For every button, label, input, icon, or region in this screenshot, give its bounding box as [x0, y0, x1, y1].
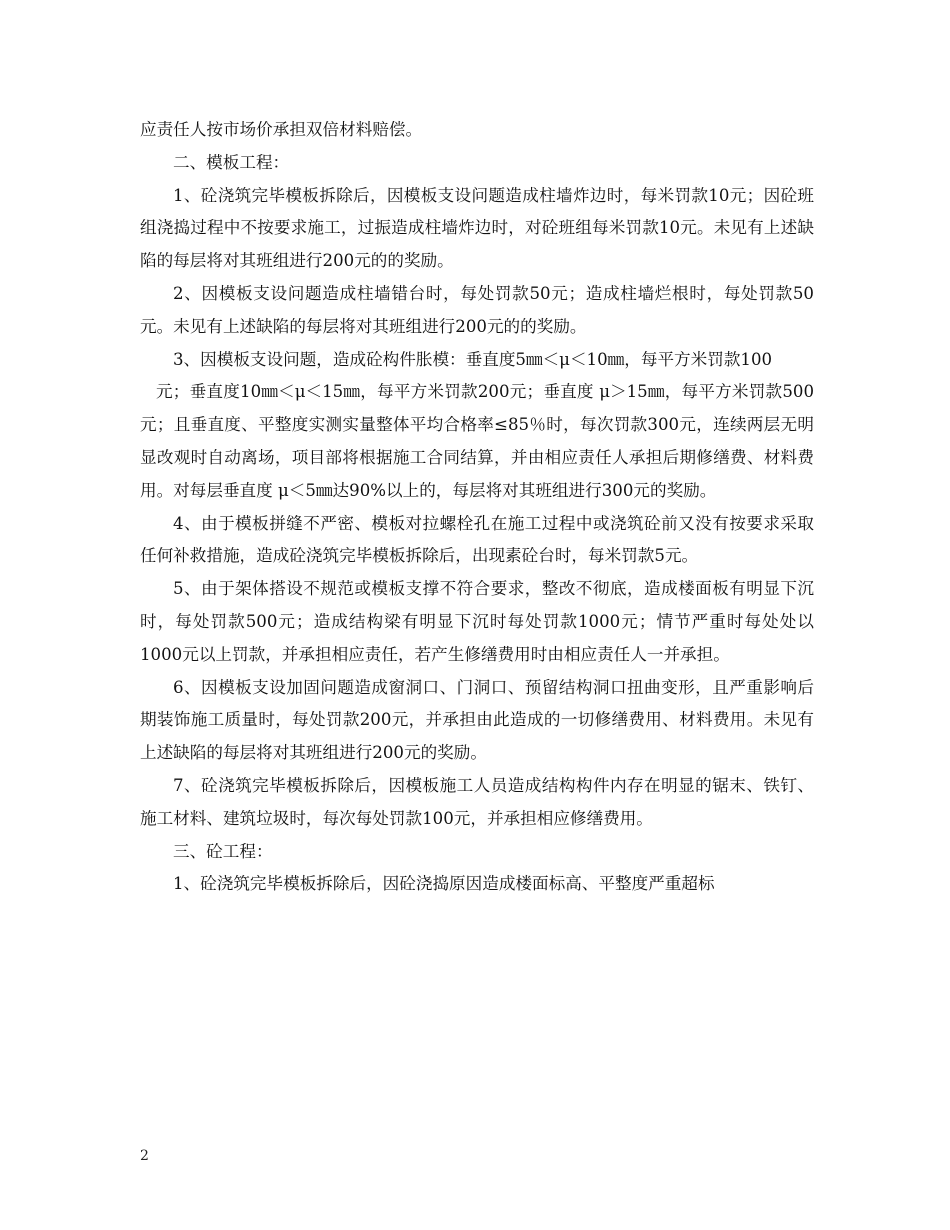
section-heading-concrete: 三、砼工程： — [173, 841, 273, 861]
paragraph-item-6: 6、因模板支设加固问题造成窗洞口、门洞口、预留结构洞口扭曲变形，且严重影响后期装饰施工质量时，每处罚款200元，并承担由此造成的一切修缮费用、材料费用。未见有上述缺陷的每层将对其班组进行200元的奖励。 — [140, 677, 814, 763]
paragraph-item-3: 3、因模板支设问题，造成砼构件胀模：垂直度5㎜＜μ＜10㎜，每平方米罚款100 — [173, 349, 773, 369]
document-body — [140, 114, 814, 901]
paragraph-item-1: 1、砼浇筑完毕模板拆除后，因模板支设问题造成柱墙炸边时，每米罚款10元；因砼班组浇捣过程中不按要求施工，过振造成柱墙炸边时，对砼班组每米罚款10元。未见有上述缺陷的每层将对其班组进行200元的的奖励。 — [140, 185, 814, 271]
section-heading-formwork: 二、模板工程： — [173, 152, 290, 172]
paragraph-concrete-item-1: 1、砼浇筑完毕模板拆除后，因砼浇捣原因造成楼面标高、平整度严重超标 — [173, 874, 715, 894]
paragraph-item-2: 2、因模板支设问题造成柱墙错台时，每处罚款50元；造成柱墙烂根时，每处罚款50元。未见有上述缺陷的每层将对其班组进行200元的的奖励。 — [140, 283, 814, 336]
paragraph-item-4: 4、由于模板拼缝不严密、模板对拉螺栓孔在施工过程中或浇筑砼前又没有按要求采取任何补救措施，造成砼浇筑完毕模板拆除后，出现素砼台时，每米罚款5元。 — [140, 513, 814, 566]
paragraph-item-7: 7、砼浇筑完毕模板拆除后，因模板施工人员造成结构构件内存在明显的锯末、铁钉、施工材料、建筑垃圾时，每次每处罚款100元，并承担相应修缮费用。 — [140, 775, 814, 828]
paragraph-continuation: 应责任人按市场价承担双倍材料赔偿。 — [140, 120, 423, 139]
paragraph-item-3-continued: 元；垂直度10㎜＜μ＜15㎜，每平方米罚款200元；垂直度 μ＞15㎜，每平方米罚款500元；且垂直度、平整度实测实量整体平均合格率≤85％时，每次罚款300元，连续两层无明显改观时自动离场，项目部将根据施工合同结算，并由相应责任人承担后期修缮费、材料费用。对每层垂直度 μ＜5㎜达90%以上的，每层将对其班组进行300元的奖励。 — [140, 382, 814, 500]
paragraph-item-5: 5、由于架体搭设不规范或模板支撑不符合要求，整改不彻底，造成楼面板有明显下沉时，每处罚款500元；造成结构梁有明显下沉时每处罚款1000元；情节严重时每处处以1000元以上罚款，并承担相应责任，若产生修缮费用时由相应责任人一并承担。 — [140, 579, 814, 664]
page-number: 2 — [140, 1148, 149, 1164]
